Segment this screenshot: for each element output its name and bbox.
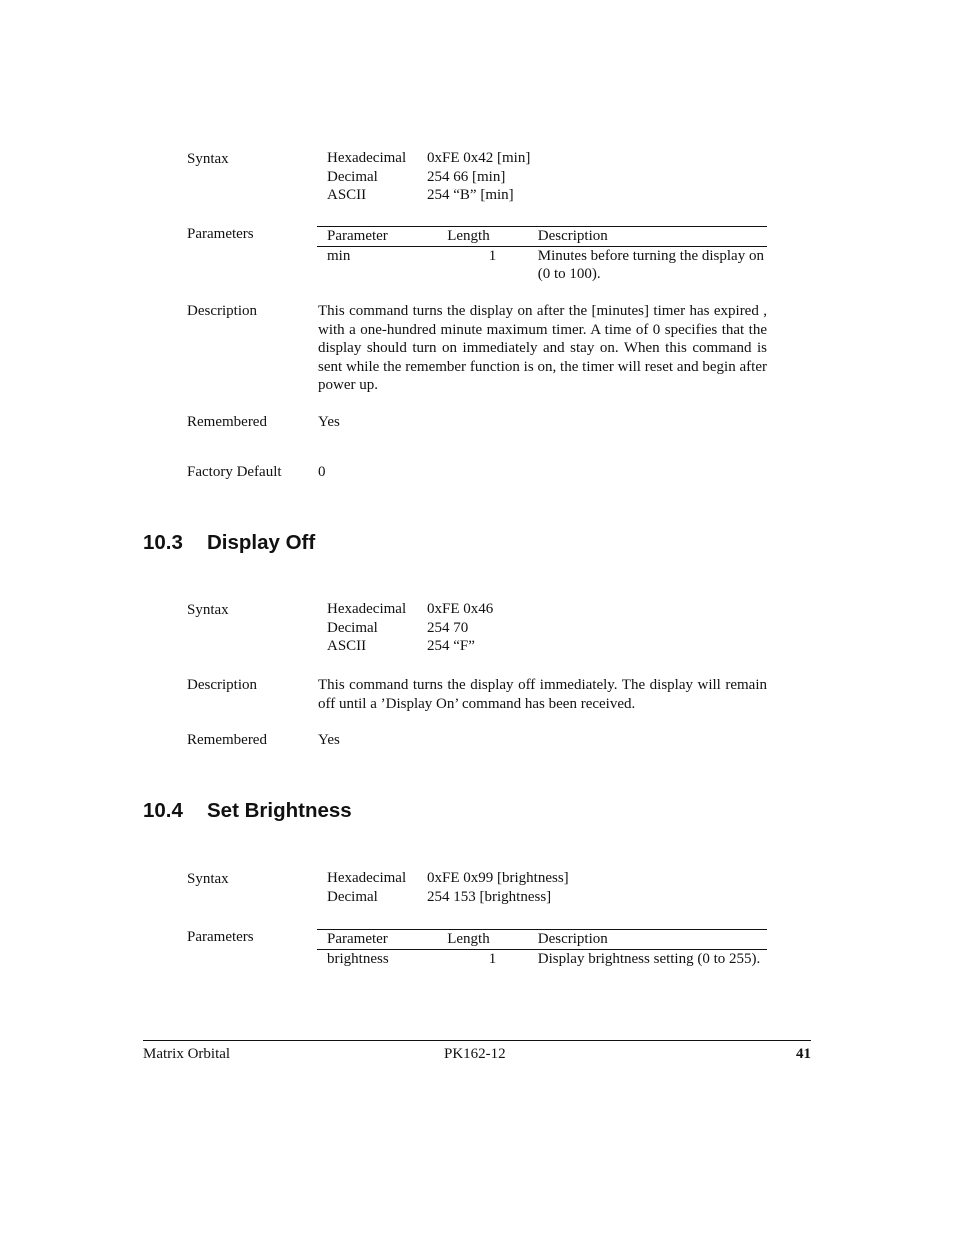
section-title: Set Brightness (207, 799, 352, 822)
syntax-block (327, 600, 493, 656)
syntax-value: 254 70 (427, 619, 469, 636)
section-heading-set-brightness (143, 799, 352, 823)
table-header-cell: Length (447, 930, 538, 950)
syntax-value: 0xFE 0x99 [brightness] (427, 870, 569, 886)
footer-left: Matrix Orbital (143, 1046, 231, 1062)
table-cell: Display brightness setting (0 to 255). (537, 950, 761, 967)
parameters-table (317, 226, 767, 284)
syntax-row (327, 637, 493, 656)
syntax-value: 0xFE 0x42 [min] (427, 150, 531, 166)
remembered-value: Yes (318, 732, 340, 748)
syntax-row (327, 869, 569, 888)
syntax-key: Hexadecimal (327, 601, 407, 617)
syntax-key: Decimal (327, 168, 378, 185)
table-header-cell: Parameter (317, 930, 447, 950)
description-label: Description (187, 677, 257, 693)
syntax-key: Hexadecimal (327, 870, 407, 886)
parameters-label: Parameters (187, 929, 254, 945)
table-header-cell: Parameter (317, 227, 447, 247)
section-heading-display-off (143, 531, 315, 555)
syntax-row (327, 168, 530, 187)
syntax-row (327, 888, 569, 907)
remembered-label: Remembered (187, 732, 267, 748)
table-cell: 1 (488, 950, 497, 967)
footer-center: PK162-12 (444, 1046, 506, 1062)
table-header-row (317, 227, 767, 247)
table-row (317, 246, 767, 284)
syntax-block (327, 149, 530, 205)
syntax-label: Syntax (187, 151, 229, 167)
description-text: This command turns the display on after the [minutes] timer has expired , with a one-hundred minute maximum timer. A time of 0 specifies that the display should turn on immediately and stay on. When this command is sent while the remember function is on, the timer will reset and begin after power up. (318, 303, 767, 393)
syntax-value: 254 “B” [min] (427, 187, 514, 203)
syntax-label: Syntax (187, 602, 229, 618)
parameters-table (317, 929, 767, 968)
table-cell: brightness (327, 950, 389, 967)
table-cell: 1 (488, 247, 497, 264)
syntax-row (327, 619, 493, 638)
syntax-row (327, 149, 530, 168)
syntax-key: ASCII (327, 638, 367, 654)
factory-default-value: 0 (318, 464, 326, 480)
parameters-label: Parameters (187, 226, 254, 242)
description-label: Description (187, 303, 257, 319)
table-header-cell: Description (538, 930, 767, 950)
syntax-value: 254 153 [brightness] (427, 888, 552, 905)
table-cell: Minutes before turning the display on (0 to 100). (537, 247, 764, 282)
syntax-label: Syntax (187, 871, 229, 887)
syntax-key: Decimal (327, 619, 378, 636)
syntax-row (327, 600, 493, 619)
syntax-key: ASCII (327, 187, 367, 203)
page-number: 41 (796, 1046, 811, 1062)
footer-rule (143, 1040, 811, 1041)
section-number: 10.4 (143, 799, 183, 822)
factory-default-label: Factory Default (187, 464, 282, 480)
table-cell: min (327, 247, 351, 264)
syntax-key: Hexadecimal (327, 150, 407, 166)
remembered-value: Yes (318, 414, 340, 430)
table-header-cell: Length (447, 227, 538, 247)
syntax-block (327, 869, 569, 906)
table-row (317, 949, 767, 968)
syntax-key: Decimal (327, 888, 378, 905)
syntax-value: 0xFE 0x46 (427, 601, 494, 617)
description-text: This command turns the display off immediately. The display will remain off until a ’Display On’ command has been received. (318, 677, 767, 712)
remembered-label: Remembered (187, 414, 267, 430)
syntax-value: 254 66 [min] (427, 168, 506, 185)
section-number: 10.3 (143, 531, 183, 554)
syntax-row (327, 186, 530, 205)
table-header-cell: Description (538, 227, 767, 247)
table-header-row (317, 930, 767, 950)
section-title: Display Off (207, 531, 316, 554)
syntax-value: 254 “F” (427, 638, 475, 654)
